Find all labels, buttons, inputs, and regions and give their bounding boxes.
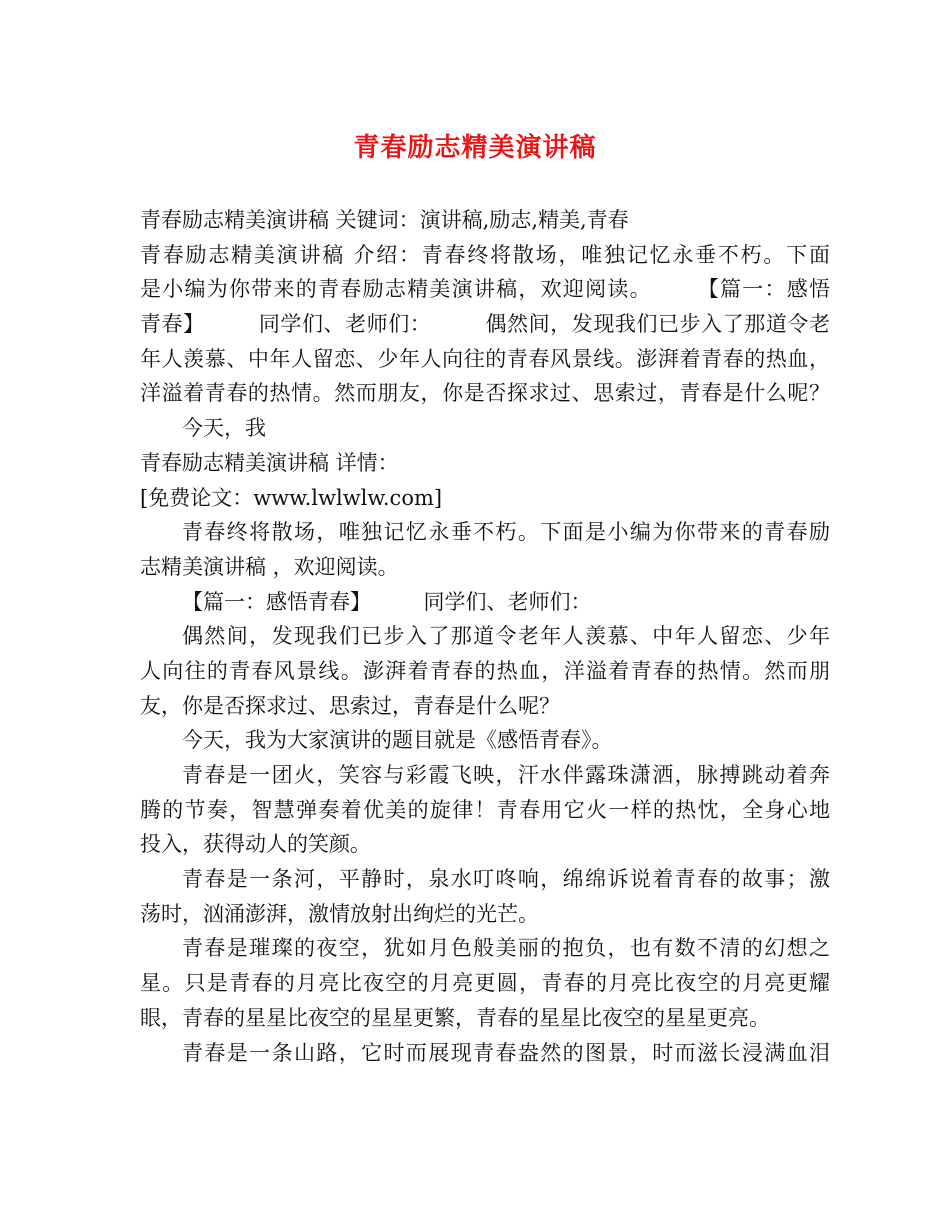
text-line: 今天，我 [182,416,266,441]
text-line: 人向往的青春风景线。澎湃着青春的热血，洋溢着青春的热情。然而朋 [140,658,830,683]
text-line: 年人羡慕、中年人留恋、少年人向往的青春风景线。澎湃着青春的热血， [140,346,830,371]
text-line: 友，你是否探求过、思索过，青春是什么呢？ [140,693,560,718]
text-line: 【篇一：感悟青春】 同学们、老师们： [182,589,592,614]
text-line: 青春是一条山路，它时而展现青春盎然的图景，时而滋长浸满血泪 [182,1040,830,1065]
text-line: 今天，我为大家演讲的题目就是《感悟青春》。 [182,728,613,753]
text-line: 青春】 同学们、老师们： 偶然间，发现我们已步入了那道令老 [140,312,830,337]
text-line: 眼，青春的星星比夜空的星星更繁，青春的星星比夜空的星星更亮。 [140,1005,770,1030]
text-line: 志精美演讲稿 ，欢迎阅读。 [140,554,399,579]
text-line: 青春是璀璨的夜空，犹如月色般美丽的抱负，也有数不清的幻想之 [182,936,830,961]
text-line: 腾的节奏，智慧弹奏着优美的旋律！青春用它火一样的热忱，全身心地 [140,797,830,822]
document-title: 青春励志精美演讲稿 [353,133,597,163]
text-line: 偶然间，发现我们已步入了那道令老年人羡慕、中年人留恋、少年 [182,624,830,649]
text-line: 青春励志精美演讲稿 关键词：演讲稿,励志,精美,青春 [140,208,629,232]
text-line: 青春励志精美演讲稿 介绍：青春终将散场，唯独记忆永垂不朽。下面 [140,242,830,267]
text-line: 青春是一条河，平静时，泉水叮咚响，绵绵诉说着青春的故事；激 [182,867,830,892]
text-line: [免费论文：www.lwlwlw.com] [140,485,443,510]
text-line: 青春终将散场，唯独记忆永垂不朽。下面是小编为你带来的青春励 [182,520,830,545]
text-line: 青春励志精美演讲稿 详情： [140,450,399,475]
text-line: 青春是一团火，笑容与彩霞飞映，汗水伴露珠潇洒，脉搏跳动着奔 [182,763,830,787]
document-body [140,203,830,1070]
text-line: 投入，获得动人的笑颜。 [140,832,371,857]
text-line: 星。只是青春的月亮比夜空的月亮更圆，青春的月亮比夜空的月亮更耀 [140,971,830,996]
text-line: 洋溢着青春的热情。然而朋友，你是否探求过、思索过，青春是什么呢？ [140,381,830,406]
text-line: 荡时，汹涌澎湃，激情放射出绚烂的光芒。 [140,901,539,926]
text-line: 是小编为你带来的青春励志精美演讲稿，欢迎阅读。 【篇一：感悟 [140,277,830,302]
